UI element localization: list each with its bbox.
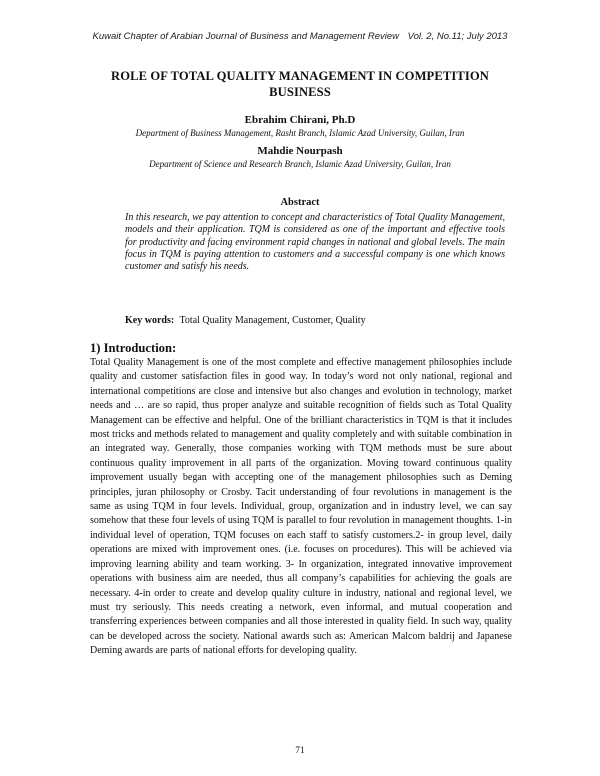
author-name-1: Ebrahim Chirani, Ph.D [244,114,356,126]
journal-name: Kuwait Chapter of Arabian Journal of Business and Management Review [92,31,399,42]
abstract-heading: Abstract [280,197,320,208]
author-affiliation-2: Department of Science and Research Branch, Islamic Azad University, Guilan, Iran [149,159,451,169]
page-number: 71 [295,746,305,756]
running-header [0,31,600,42]
author-affiliation-1: Department of Business Management, Rasht Branch, Islamic Azad University, Guilan, Iran [135,128,465,138]
keywords-label: Key words: [125,315,175,326]
keywords-value: Total Quality Management, Customer, Quality [179,315,366,326]
paper-title: ROLE OF TOTAL QUALITY MANAGEMENT IN COMPETITION BUSINESS [111,69,489,99]
volume-info: Vol. 2, No.11; July 2013 [407,31,508,42]
introduction-body: Total Quality Management is one of the most complete and effective management philosophies include quality and customer satisfaction files in good way. In today’s word not only national, regional and international competitions are close and intensive but also changes and evolution in technology, market needs and … are so rapid, thus proper analyze and suitable recognition of fields such as Total Quality Management can be effective and helpful. One of the brilliant characteristics in TQM is that it includes most tricks and methods related to management and quality completely and with suitable combination in an integrated way. Generally, those companies working with TQM methods must be sure about continuous quality improvement in all parts of the organization. Moving toward continuous quality improvement usually began with accepting one of the management philosophies such as Deming principles, juran philosophy or Crosby. Tacit understanding of four revolutions in management is the same as using TQM in four levels. Individual, group, organization and in industry level, we can say somehow that these four levels of using TQM is parallel to four revolution in management thoughts. 1-in individual level of operation, TQM focuses on each staff to satisfy customers.2- in group level, daily operations are mixed with improvement ones. (i.e. focuses on procedures). This will be achieved via improving learning ability and team working. 3- In organization, integrated innovative improvement operations with business aim are needed, thus all company’s capabilities for achieving the goals are necessary. 4-in order to create and develop quality culture in industry, national and regional level, we must try seriously. This needs creating a network, even informal, and mutual cooperation and transferring experiences between companies and all those interested in quality field. In such way, quality can be developed across the society. National awards such as: American Malcom baldrij and Japanese Deming awards are parts of national efforts for developing quality. [90,357,512,657]
keywords [125,315,366,326]
abstract-body: In this research, we pay attention to concept and characteristics of Total Quality Management, models and their application. TQM is considered as one of the important and effective tools for productivity and facing environment rapid changes in national and global levels. The main focus in TQM is paying attention to customers and a successful company is one which knows customer and satisfy his needs. [125,212,505,273]
section-heading-introduction: 1) Introduction: [90,341,177,355]
author-name-2: Mahdie Nourpash [257,145,343,157]
